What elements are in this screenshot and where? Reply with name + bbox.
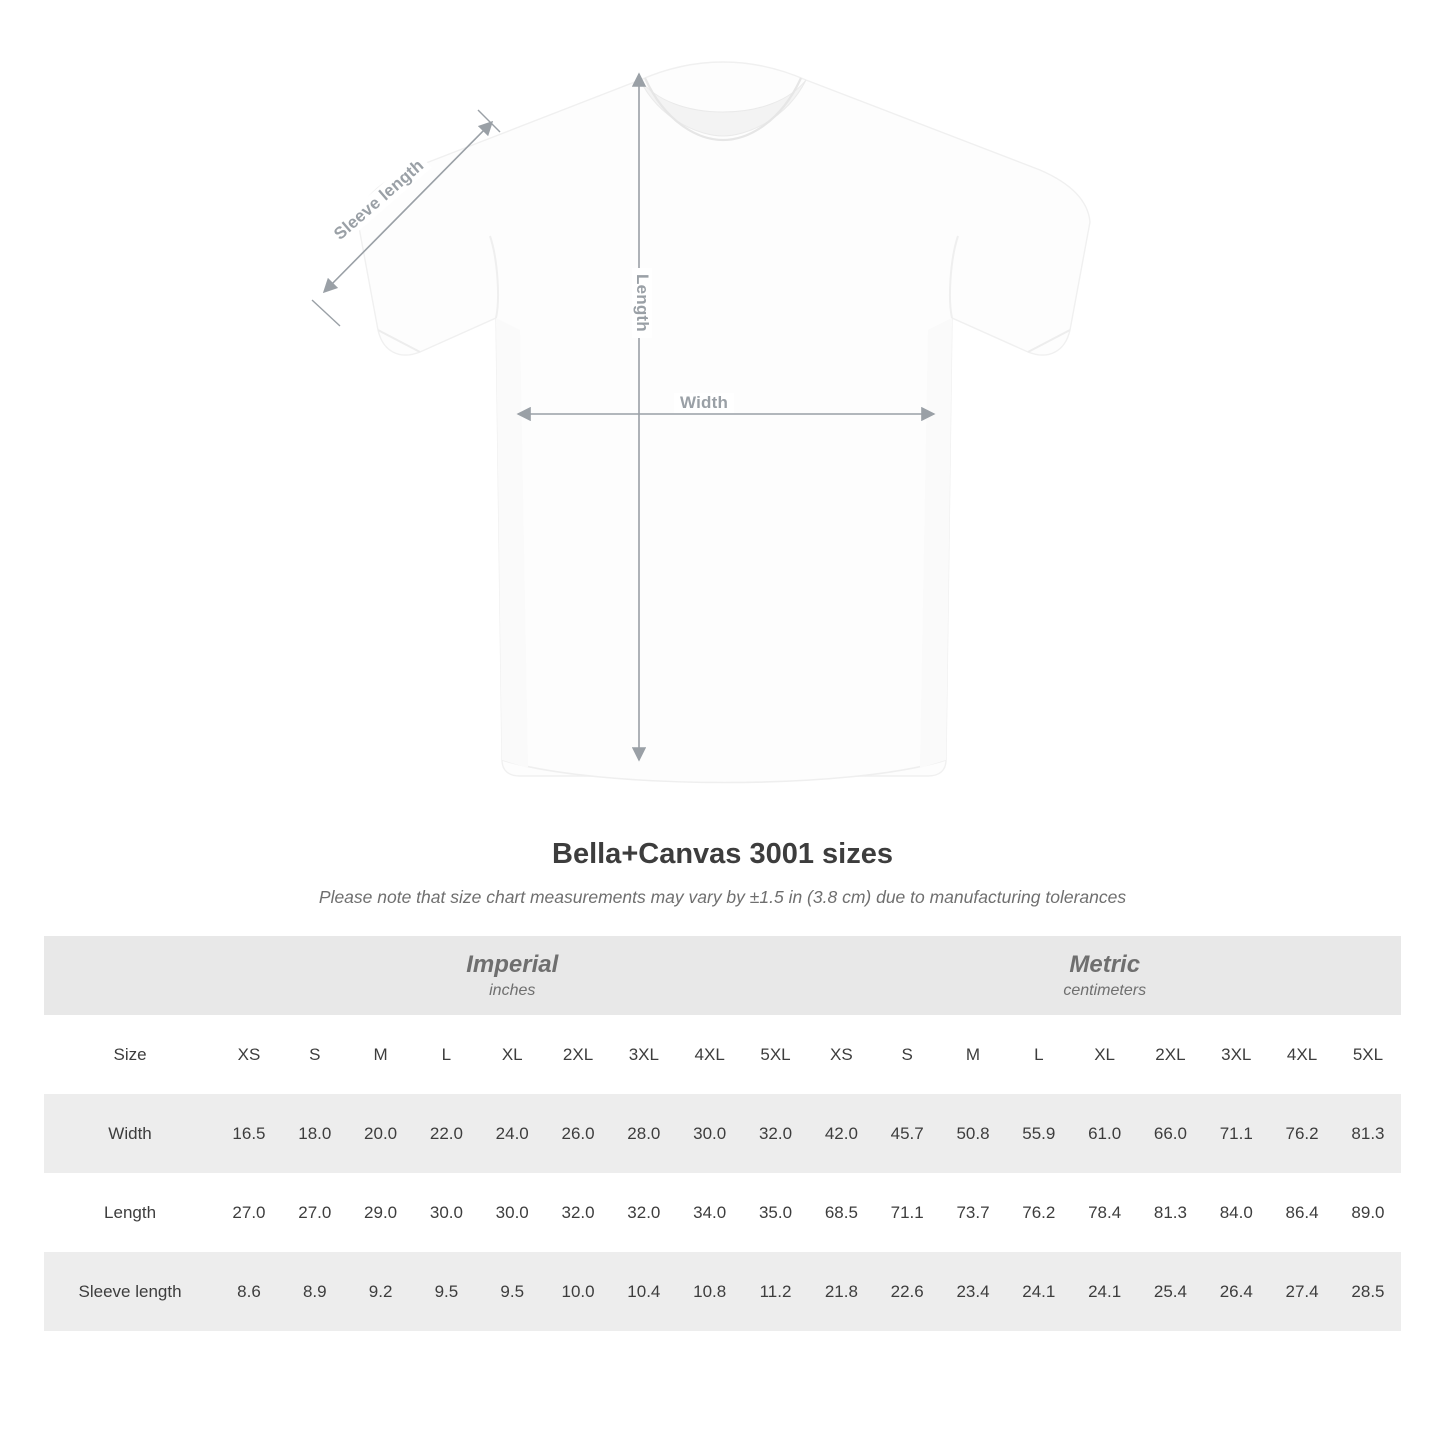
table-cell: 11.2 [743,1252,809,1331]
table-cell: 10.0 [545,1252,611,1331]
table-cell: 9.5 [479,1252,545,1331]
size-header-cell: S [874,1015,940,1094]
table-cell: 23.4 [940,1252,1006,1331]
table-cell: 61.0 [1072,1094,1138,1173]
table-cell: 28.5 [1335,1252,1401,1331]
size-header-cell: M [940,1015,1006,1094]
row-label-length: Length [44,1173,216,1252]
page-title: Bella+Canvas 3001 sizes [552,838,893,870]
table-cell: 73.7 [940,1173,1006,1252]
table-cell: 30.0 [677,1094,743,1173]
table-cell: 30.0 [479,1173,545,1252]
table-cell: 24.1 [1006,1252,1072,1331]
unit-sub-metric: centimeters [1063,982,1147,1000]
size-header-cell: XS [808,1015,874,1094]
table-cell: 26.4 [1203,1252,1269,1331]
table-cell: 81.3 [1335,1094,1401,1173]
table-cell: 86.4 [1269,1173,1335,1252]
table-cell: 22.6 [874,1252,940,1331]
row-label-sleeve-length: Sleeve length [44,1252,216,1331]
shirt-shape [358,62,1090,783]
table-cell: 76.2 [1006,1173,1072,1252]
table-cell: 30.0 [414,1173,480,1252]
table-row [44,1094,1401,1173]
sleeve-length-dimension-label: Sleeve length [326,152,431,247]
table-cell: 45.7 [874,1094,940,1173]
unit-header-metric [808,936,1401,1015]
table-cell: 34.0 [677,1173,743,1252]
table-cell: 21.8 [808,1252,874,1331]
table-row [44,1252,1401,1331]
size-header-cell: XL [479,1015,545,1094]
table-cell: 24.1 [1072,1252,1138,1331]
table-cell: 24.0 [479,1094,545,1173]
size-header-cell: 3XL [611,1015,677,1094]
table-cell: 84.0 [1203,1173,1269,1252]
size-header-cell: 3XL [1203,1015,1269,1094]
table-cell: 78.4 [1072,1173,1138,1252]
size-chart-table [44,936,1401,1331]
table-cell: 9.5 [414,1252,480,1331]
table-cell: 50.8 [940,1094,1006,1173]
table-cell: 16.5 [216,1094,282,1173]
width-dimension-label: Width [674,393,734,413]
size-header-cell: S [282,1015,348,1094]
length-dimension-label: Length [632,268,652,338]
table-cell: 18.0 [282,1094,348,1173]
table-cell: 27.0 [216,1173,282,1252]
unit-header-spacer [44,936,216,1015]
unit-sub-imperial: inches [489,982,536,1000]
size-header-cell: XS [216,1015,282,1094]
tolerance-note: Please note that size chart measurements may vary by ±1.5 in (3.8 cm) due to manufacturing tolerances [318,887,1127,907]
table-row [44,1173,1401,1252]
table-cell: 22.0 [414,1094,480,1173]
table-cell: 55.9 [1006,1094,1072,1173]
table-cell: 26.0 [545,1094,611,1173]
size-header-cell: 5XL [743,1015,809,1094]
size-header-cell: 2XL [1138,1015,1204,1094]
size-header-cell: L [1006,1015,1072,1094]
table-cell: 89.0 [1335,1173,1401,1252]
table-cell: 76.2 [1269,1094,1335,1173]
table-cell: 71.1 [1203,1094,1269,1173]
table-cell: 10.8 [677,1252,743,1331]
table-cell: 20.0 [348,1094,414,1173]
size-header-cell: M [348,1015,414,1094]
table-cell: 42.0 [808,1094,874,1173]
table-cell: 10.4 [611,1252,677,1331]
table-cell: 9.2 [348,1252,414,1331]
size-header-cell: XL [1072,1015,1138,1094]
table-cell: 32.0 [545,1173,611,1252]
column-header-size: Size [44,1015,216,1094]
table-cell: 68.5 [808,1173,874,1252]
unit-header-imperial [216,936,808,1015]
table-cell: 27.0 [282,1173,348,1252]
table-cell: 71.1 [874,1173,940,1252]
table-cell: 29.0 [348,1173,414,1252]
size-header-cell: L [414,1015,480,1094]
title-block [0,838,1445,908]
table-cell: 28.0 [611,1094,677,1173]
unit-name-imperial: Imperial [466,950,559,978]
table-cell: 32.0 [611,1173,677,1252]
table-cell: 25.4 [1138,1252,1204,1331]
table-cell: 35.0 [743,1173,809,1252]
table-cell: 8.6 [216,1252,282,1331]
table-cell: 66.0 [1138,1094,1204,1173]
size-header-cell: 5XL [1335,1015,1401,1094]
size-header-cell: 4XL [677,1015,743,1094]
unit-header-row [44,936,1401,1015]
size-header-row [44,1015,1401,1094]
size-header-cell: 4XL [1269,1015,1335,1094]
table-cell: 8.9 [282,1252,348,1331]
table-cell: 32.0 [743,1094,809,1173]
size-header-cell: 2XL [545,1015,611,1094]
table-cell: 81.3 [1138,1173,1204,1252]
row-label-width: Width [44,1094,216,1173]
table-cell: 27.4 [1269,1252,1335,1331]
unit-name-metric: Metric [1069,950,1141,978]
size-chart-table-wrap [44,936,1401,1331]
